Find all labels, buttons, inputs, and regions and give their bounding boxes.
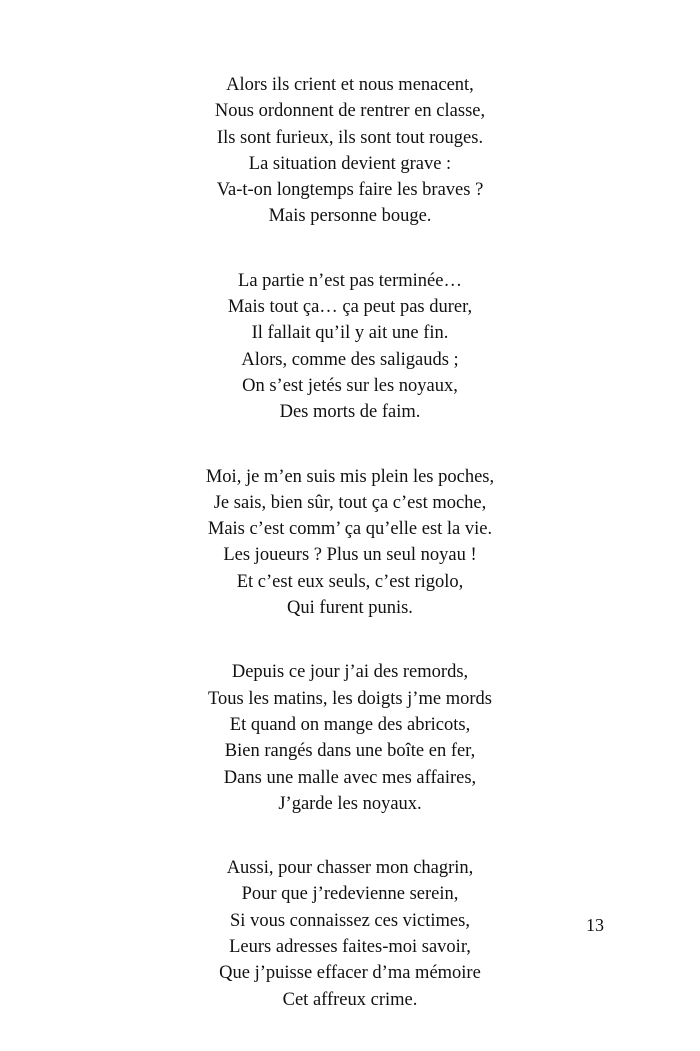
poem-line: Aussi, pour chasser mon chagrin,	[226, 858, 474, 879]
poem-line: Je sais, bien sûr, tout ça c’est moche,	[213, 492, 487, 513]
poem-line: Nous ordonnent de rentrer en classe,	[214, 101, 486, 122]
poem-line: Cet affreux crime.	[282, 989, 418, 1010]
poem	[0, 72, 700, 1051]
poem-line: Tous les matins, les doigts j’me mords	[208, 688, 492, 709]
poem-line: Si vous connaissez ces victimes,	[230, 910, 470, 931]
poem-line: Pour que j’redevienne serein,	[241, 884, 459, 905]
poem-line: Va-t-on longtemps faire les braves ?	[216, 180, 484, 201]
poem-line: Alors, comme des saligauds ;	[241, 349, 459, 370]
poem-line: Ils sont furieux, ils sont tout rouges.	[216, 127, 484, 148]
poem-line: La partie n’est pas terminée…	[238, 270, 462, 291]
poem-line: On s’est jetés sur les noyaux,	[242, 375, 458, 396]
poem-line: Leurs adresses faites-moi savoir,	[229, 937, 471, 958]
poem-line: Des morts de faim.	[279, 402, 421, 423]
poem-line: Et c’est eux seuls, c’est rigolo,	[236, 571, 464, 592]
poem-line: La situation devient grave :	[248, 153, 452, 174]
stanza-2	[0, 268, 700, 426]
poem-line: Alors ils crient et nous menacent,	[226, 75, 474, 95]
poem-line: Bien rangés dans une boîte en fer,	[224, 741, 476, 762]
poem-line: Les joueurs ? Plus un seul noyau !	[223, 545, 477, 566]
poem-line: Mais c’est comm’ ça qu’elle est la vie.	[207, 519, 493, 540]
poem-line: Mais tout ça… ça peut pas durer,	[227, 297, 473, 318]
poem-line: Qui furent punis.	[287, 598, 413, 619]
poem-line: Et quand on mange des abricots,	[229, 714, 471, 735]
poem-line: Dans une malle avec mes affaires,	[223, 767, 477, 788]
poem-line: Moi, je m’en suis mis plein les poches,	[205, 466, 495, 487]
poem-line: Que j’puisse effacer d’ma mémoire	[219, 963, 481, 984]
page-number: 13	[586, 915, 604, 935]
poem-line: Mais personne bouge.	[268, 206, 432, 227]
stanza-3	[0, 464, 700, 622]
stanza-4	[0, 659, 700, 817]
stanza-1	[0, 72, 700, 230]
poem-line: Depuis ce jour j’ai des remords,	[231, 662, 469, 683]
poem-line: J’garde les noyaux.	[278, 793, 422, 814]
poem-line: Il fallait qu’il y ait une fin.	[251, 323, 449, 344]
